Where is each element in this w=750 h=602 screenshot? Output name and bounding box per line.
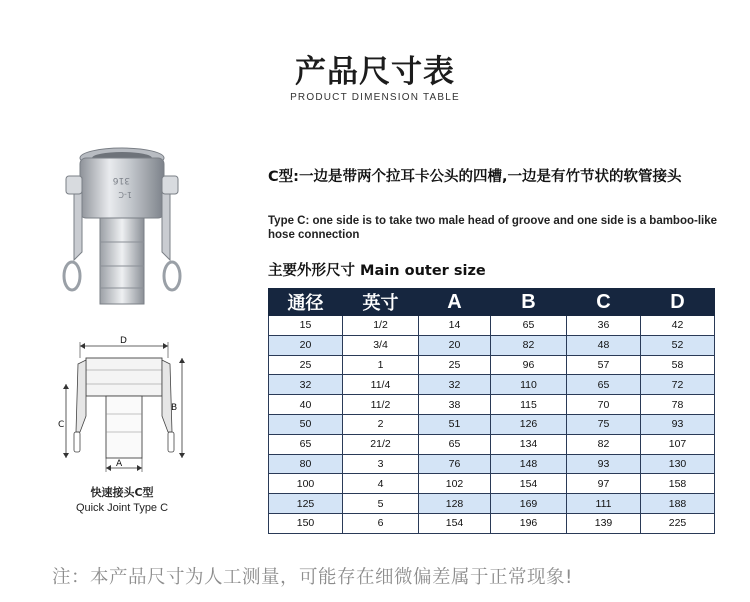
cell-a: 65: [419, 434, 491, 454]
cell-c: 65: [567, 375, 641, 395]
cell-bore: 20: [269, 335, 343, 355]
cell-c: 93: [567, 454, 641, 474]
table-row: [269, 375, 715, 395]
cell-inch: 6: [343, 513, 419, 533]
cell-c: 139: [567, 513, 641, 533]
cell-c: 82: [567, 434, 641, 454]
cell-a: 25: [419, 355, 491, 375]
cell-inch: 4: [343, 474, 419, 494]
cell-b: 115: [491, 395, 567, 415]
table-row: [269, 316, 715, 336]
table-row: [269, 395, 715, 415]
cell-b: 154: [491, 474, 567, 494]
cell-a: 128: [419, 494, 491, 514]
product-caption-en: Quick Joint Type C: [75, 502, 169, 514]
cell-inch: 1/2: [343, 316, 419, 336]
cell-a: 154: [419, 513, 491, 533]
table-row: [269, 414, 715, 434]
cell-a: 20: [419, 335, 491, 355]
cell-d: 130: [641, 454, 715, 474]
cell-b: 169: [491, 494, 567, 514]
cell-d: 58: [641, 355, 715, 375]
dim-label-a: A: [116, 459, 123, 469]
cell-b: 134: [491, 434, 567, 454]
cell-b: 196: [491, 513, 567, 533]
cell-bore: 15: [269, 316, 343, 336]
table-title: 主要外形尺寸 Main outer size: [268, 263, 486, 279]
cell-bore: 65: [269, 434, 343, 454]
cell-d: 158: [641, 474, 715, 494]
cell-b: 148: [491, 454, 567, 474]
cell-a: 32: [419, 375, 491, 395]
svg-text:1-C: 1-C: [118, 190, 132, 199]
cell-a: 76: [419, 454, 491, 474]
cell-inch: 1: [343, 355, 419, 375]
cell-d: 107: [641, 434, 715, 454]
cell-a: 51: [419, 414, 491, 434]
cell-bore: 100: [269, 474, 343, 494]
cell-bore: 25: [269, 355, 343, 375]
cell-inch: 3/4: [343, 335, 419, 355]
product-caption-cn: 快速接头C型: [90, 486, 154, 499]
table-row: [269, 434, 715, 454]
table-row: [269, 454, 715, 474]
table-row: [269, 355, 715, 375]
cell-c: 111: [567, 494, 641, 514]
cell-b: 65: [491, 316, 567, 336]
dim-label-b: B: [171, 403, 178, 413]
cell-b: 82: [491, 335, 567, 355]
cell-bore: 150: [269, 513, 343, 533]
cell-a: 14: [419, 316, 491, 336]
cell-inch: 11/2: [343, 395, 419, 415]
table-header-row: [269, 289, 715, 316]
dim-label-d: D: [120, 336, 127, 346]
cell-d: 225: [641, 513, 715, 533]
dimension-table: [268, 288, 715, 534]
cell-inch: 11/4: [343, 375, 419, 395]
cell-d: 188: [641, 494, 715, 514]
cell-b: 96: [491, 355, 567, 375]
page-subtitle: PRODUCT DIMENSION TABLE: [290, 92, 460, 103]
cell-inch: 3: [343, 454, 419, 474]
header-a: A: [419, 289, 491, 316]
table-row: [269, 494, 715, 514]
cell-c: 48: [567, 335, 641, 355]
cell-d: 72: [641, 375, 715, 395]
cell-d: 93: [641, 414, 715, 434]
cell-c: 36: [567, 316, 641, 336]
cell-bore: 32: [269, 375, 343, 395]
cell-d: 52: [641, 335, 715, 355]
dim-label-c: C: [58, 420, 65, 430]
cell-inch: 21/2: [343, 434, 419, 454]
cell-c: 57: [567, 355, 641, 375]
cell-a: 102: [419, 474, 491, 494]
cell-bore: 125: [269, 494, 343, 514]
cell-a: 38: [419, 395, 491, 415]
footer-note: 注：本产品尺寸为人工测量，可能存在细微偏差属于正常现象!: [52, 567, 573, 588]
cell-bore: 50: [269, 414, 343, 434]
cell-inch: 2: [343, 414, 419, 434]
header-d: D: [641, 289, 715, 316]
cell-d: 42: [641, 316, 715, 336]
cell-b: 110: [491, 375, 567, 395]
table-row: [269, 335, 715, 355]
cell-b: 126: [491, 414, 567, 434]
header-b: B: [491, 289, 567, 316]
cell-c: 75: [567, 414, 641, 434]
description-cn: C型:一边是带两个拉耳卡公头的四槽,一边是有竹节状的软管接头: [268, 169, 682, 185]
description-en: Type C: one side is to take two male head of groove and one side is a bamboo-like hose connection: [268, 215, 718, 241]
header-c: C: [567, 289, 641, 316]
cell-c: 97: [567, 474, 641, 494]
header-bore: 通径: [269, 289, 343, 316]
page-title: 产品尺寸表: [295, 54, 455, 90]
photo-marking: 316: [112, 175, 130, 185]
table-row: [269, 513, 715, 533]
cell-d: 78: [641, 395, 715, 415]
technical-drawing: [58, 336, 188, 476]
cell-bore: 40: [269, 395, 343, 415]
product-photo: [52, 142, 192, 312]
cell-inch: 5: [343, 494, 419, 514]
cell-bore: 80: [269, 454, 343, 474]
header-inch: 英寸: [343, 289, 419, 316]
cell-c: 70: [567, 395, 641, 415]
table-row: [269, 474, 715, 494]
